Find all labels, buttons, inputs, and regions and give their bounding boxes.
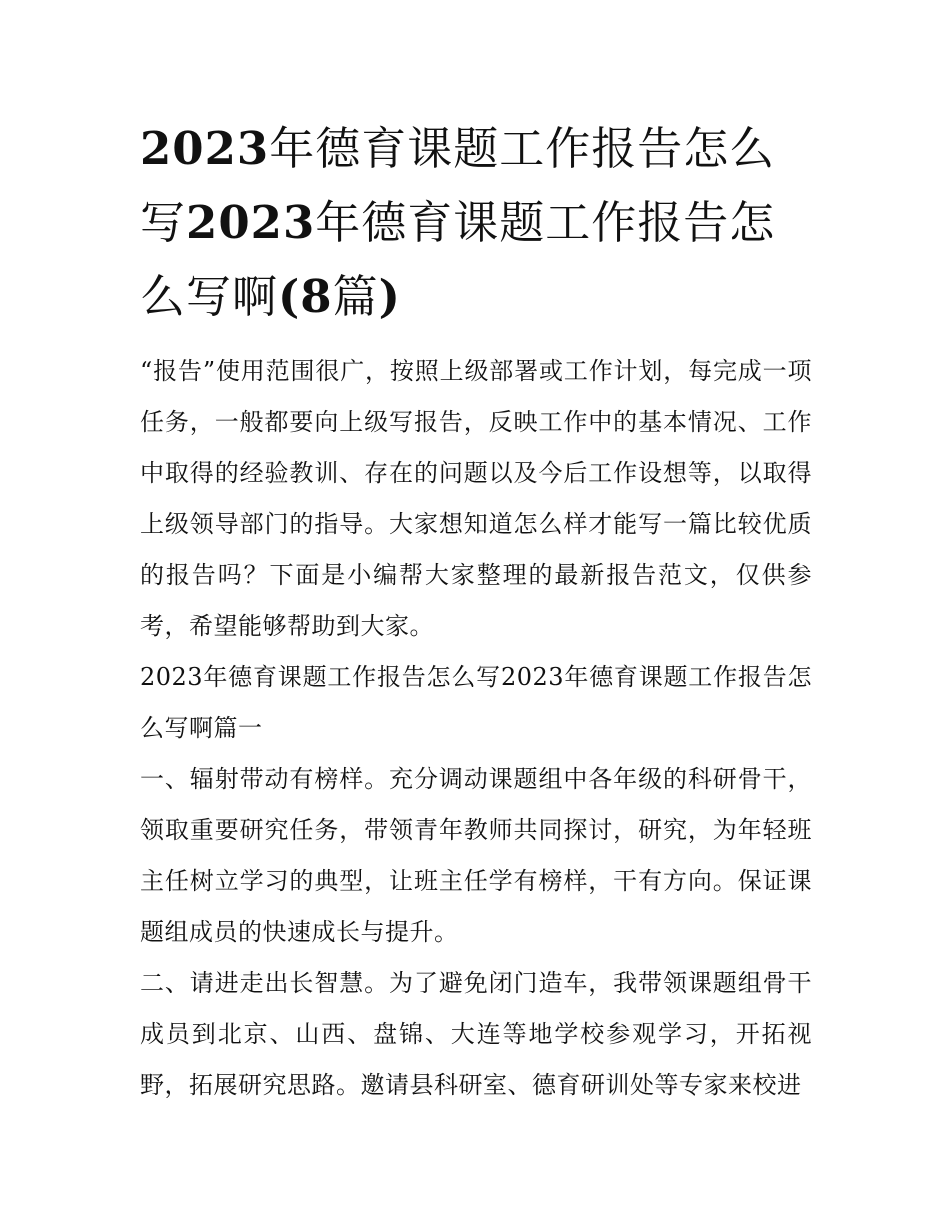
title-year-2: 2023 [186,196,316,249]
intro-paragraph: “报告”使用范围很广，按照上级部署或工作计划，每完成一项任务，一般都要向上级写报告，反映工作中的基本情况、工作中取得的经验教训、存在的问题以及今后工作设想等，以取得上级领导部门的指导。大家想知道怎么样才能写一篇比较优质的报告吗？下面是小编帮大家整理的最新报告范文，仅供参考，希望能够帮助到大家。 [140,357,812,640]
paragraph-one: 一、辐射带动有榜样。充分调动课题组中各年级的科研骨干，领取重要研究任务，带领青年教师共同探讨，研究，为年轻班主任树立学习的典型，让班主任学有榜样，干有方向。保证课题组成员的快速成长与提升。 [140,765,812,946]
title-year-1: 2023 [140,122,270,175]
title-count-open: (8 [278,270,333,323]
paragraph-two: 二、请进走出长智慧。为了避免闭门造车，我带领课题组骨干成员到北京、山西、盘锦、大连等地学校参观学习，开拓视野，拓展研究思路。邀请县科研室、德育研训处等专家来校进 [140,969,812,1099]
document-page [140,112,812,1111]
document-title [140,112,812,334]
title-count-unit: 篇 [332,270,379,323]
title-text-1: 年德育课题工作报告怎么写 [140,122,776,249]
title-text-2: 年德育课题工作报告怎么写啊 [140,196,776,323]
title-count-close: ) [378,270,401,323]
section-heading: 2023年德育课题工作报告怎么写2023年德育课题工作报告怎么写啊篇一 [140,663,812,742]
